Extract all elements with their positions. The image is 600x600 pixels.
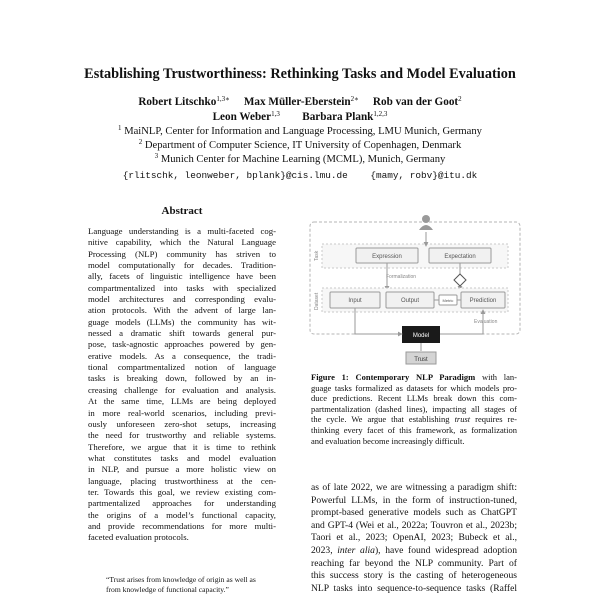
abstract-line: faceted evaluation protocols. bbox=[88, 532, 189, 543]
abstract-line: ously unforeseen zero-shot setups, increasing bbox=[88, 418, 276, 429]
abstract-line: ation protocols. With the advent of large lan- bbox=[88, 305, 276, 316]
caption-line: guage tasks formalized as datasets for which models pro- bbox=[311, 382, 517, 393]
body-line: prompt-based generative models such as ChatGPT bbox=[311, 507, 517, 519]
affil-text: Department of Computer Science, IT University of Copenhagen, Denmark bbox=[144, 140, 462, 151]
caption-text: with lan- bbox=[481, 372, 517, 382]
abstract-line: pose, task-agnostic approaches powered by gen- bbox=[88, 339, 276, 350]
abstract-line: Therefore, we argue that it is time to rethink bbox=[88, 441, 276, 452]
affil-marker: 1 bbox=[118, 124, 122, 132]
author-name: Leon Weber bbox=[212, 111, 272, 123]
body-emphasis: inter alia bbox=[337, 544, 375, 556]
author-name: Robert Litschko bbox=[138, 96, 217, 108]
dataset-label: Dataset bbox=[314, 292, 320, 310]
evaluation-label: Evaluation bbox=[474, 319, 498, 325]
abstract-line: ally, facets of linguistic intelligence have been bbox=[88, 271, 276, 282]
trust-label: Trust bbox=[414, 357, 428, 363]
abstract-line: tasks is breaking down, followed by an in- bbox=[88, 373, 276, 384]
author-name: Max Müller-Eberstein bbox=[243, 96, 351, 108]
task-label: Task bbox=[314, 250, 320, 261]
abstract-line: model computationally for decades. Tradition- bbox=[88, 260, 276, 271]
abstract-line: Processing (NLP) community has striven to bbox=[88, 248, 276, 259]
body-line: reaching far beyond the NLP community. Part of bbox=[311, 557, 517, 569]
prediction-label: Prediction bbox=[469, 298, 497, 304]
abstract-line: tional compartmentalized notion of language bbox=[88, 362, 276, 373]
caption-line: thinking every facet of this framework, as formalization bbox=[311, 424, 517, 435]
abstract-body bbox=[88, 226, 276, 544]
formalization-label: Formalization bbox=[386, 274, 417, 280]
intro-body-text bbox=[311, 482, 517, 595]
abstract-line: compartmentalized into tasks with specialized bbox=[88, 282, 276, 293]
caption-line bbox=[311, 414, 517, 425]
quote-line: from knowledge of functional capacity.” bbox=[106, 585, 229, 594]
abstract-line: language, placing trustworthiness at the cen- bbox=[88, 475, 276, 486]
caption-text: the cycle. We argue that establishing bbox=[311, 414, 450, 425]
body-line bbox=[311, 545, 517, 558]
author-affil-marker: 1,2,3 bbox=[373, 110, 388, 118]
affil-marker: 3 bbox=[154, 152, 159, 160]
author-affil-marker: 2∗ bbox=[350, 95, 359, 103]
affiliation-1 bbox=[0, 126, 600, 137]
author-line-1 bbox=[0, 96, 600, 108]
author-emails bbox=[0, 170, 600, 181]
evaluation-diamond-icon bbox=[454, 274, 466, 286]
body-line: as of late 2022, we are witnessing a paradigm shift: bbox=[311, 482, 517, 493]
abstract-line: creasing challenge for evaluation and analysis. bbox=[88, 384, 276, 395]
body-line: Taori et al., 2023; OpenAI, 2023; Bubeck et al., bbox=[311, 532, 517, 544]
model-label: Model bbox=[412, 333, 430, 339]
author-name: Barbara Plank bbox=[302, 111, 374, 123]
annotator-icon-body bbox=[419, 225, 433, 230]
caption-text: requires re- bbox=[475, 414, 517, 425]
abstract-line: nitive capability, which the Natural Language bbox=[88, 237, 276, 248]
input-label: Input bbox=[348, 298, 362, 304]
annotator-icon bbox=[422, 215, 430, 223]
body-line: Powerful LLMs, in the form of instruction-tuned, bbox=[311, 494, 517, 506]
author-affil-marker: 1,3 bbox=[271, 110, 280, 118]
affiliation-3 bbox=[0, 154, 600, 165]
caption-line: duce predictions. Recent LLMs break down this com- bbox=[311, 393, 517, 404]
paper-title: Establishing Trustworthiness: Rethinking Tasks and Model Evaluation bbox=[84, 66, 516, 82]
body-line: and GPT-4 (Wei et al., 2022a; Touvron et al., 2023b; bbox=[311, 519, 517, 531]
abstract-line: and provide recommendations for more multi- bbox=[88, 520, 276, 531]
abstract-line: nessed a dramatic shift towards general pur- bbox=[88, 328, 276, 339]
abstract-heading: Abstract bbox=[161, 205, 203, 217]
caption-emphasis: trust bbox=[454, 414, 471, 425]
author-name: Rob van der Goot bbox=[372, 96, 459, 108]
author-line-2 bbox=[0, 111, 600, 123]
quote-line: “Trust arises from knowledge of origin as well as bbox=[106, 575, 256, 584]
abstract-line: in NLP, and pursue a more holistic view on bbox=[88, 464, 276, 475]
email-group-left[interactable]: {rlitschk, leonweber, bplank}@cis.lmu.de bbox=[122, 170, 348, 181]
abstract-line: the origins of a model’s functional capacity, bbox=[88, 509, 276, 520]
caption-line: partmentalization (dashed lines), impacting all stages of bbox=[311, 403, 517, 414]
epigraph-quote bbox=[106, 575, 288, 595]
figure-1-caption bbox=[311, 372, 517, 446]
output-label: Output bbox=[400, 298, 420, 304]
expression-label: Expression bbox=[372, 254, 402, 260]
caption-line bbox=[311, 372, 517, 383]
body-text: 2023, bbox=[311, 544, 333, 556]
abstract-line: ter. Towards this goal, we review existing com- bbox=[88, 486, 276, 497]
abstract-line: partmentalized approaches for understanding bbox=[88, 498, 276, 509]
abstract-line: guage models (LLMs) the community has wit- bbox=[88, 316, 276, 327]
abstract-line: erative models. As a consequence, the tradi- bbox=[88, 350, 276, 361]
body-line: NLP tasks into sequence-to-sequence tasks (Raffel bbox=[311, 582, 517, 594]
affil-text: MaiNLP, Center for Information and Language Processing, LMU Munich, Germany bbox=[124, 126, 482, 137]
body-line: this success story is the casting of heterogeneous bbox=[311, 570, 517, 582]
affil-text: Munich Center for Machine Learning (MCML), Munich, Germany bbox=[160, 154, 446, 165]
affiliation-2 bbox=[0, 140, 600, 151]
figure-1-diagram bbox=[308, 206, 522, 368]
abstract-line: in more real-world scenarios, including previ- bbox=[88, 407, 276, 418]
author-affil-marker: 1,3∗ bbox=[216, 95, 230, 103]
caption-label: Figure 1: bbox=[311, 372, 349, 382]
caption-heading: Contemporary NLP Paradigm bbox=[355, 372, 476, 382]
abstract-line: At the same time, LLMs are being deployed bbox=[88, 396, 276, 407]
caption-line: and evaluation become increasingly difficult. bbox=[311, 435, 465, 446]
metric-label: Metric bbox=[442, 298, 454, 303]
abstract-line: Language understanding is a multi-faceted cog- bbox=[88, 226, 276, 236]
author-affil-marker: 2 bbox=[458, 95, 462, 103]
expectation-label: Expectation bbox=[444, 254, 476, 260]
email-group-right[interactable]: {mamy, robv}@itu.dk bbox=[370, 170, 478, 181]
affil-marker: 2 bbox=[138, 138, 143, 146]
body-text: ), have found widespread adoption bbox=[374, 544, 517, 556]
abstract-line: model architectures and corresponding evalu- bbox=[88, 294, 276, 305]
abstract-line: what constitutes tasks and model evaluation bbox=[88, 452, 276, 463]
abstract-line: the need for trustworthy and reliable systems. bbox=[88, 430, 276, 441]
